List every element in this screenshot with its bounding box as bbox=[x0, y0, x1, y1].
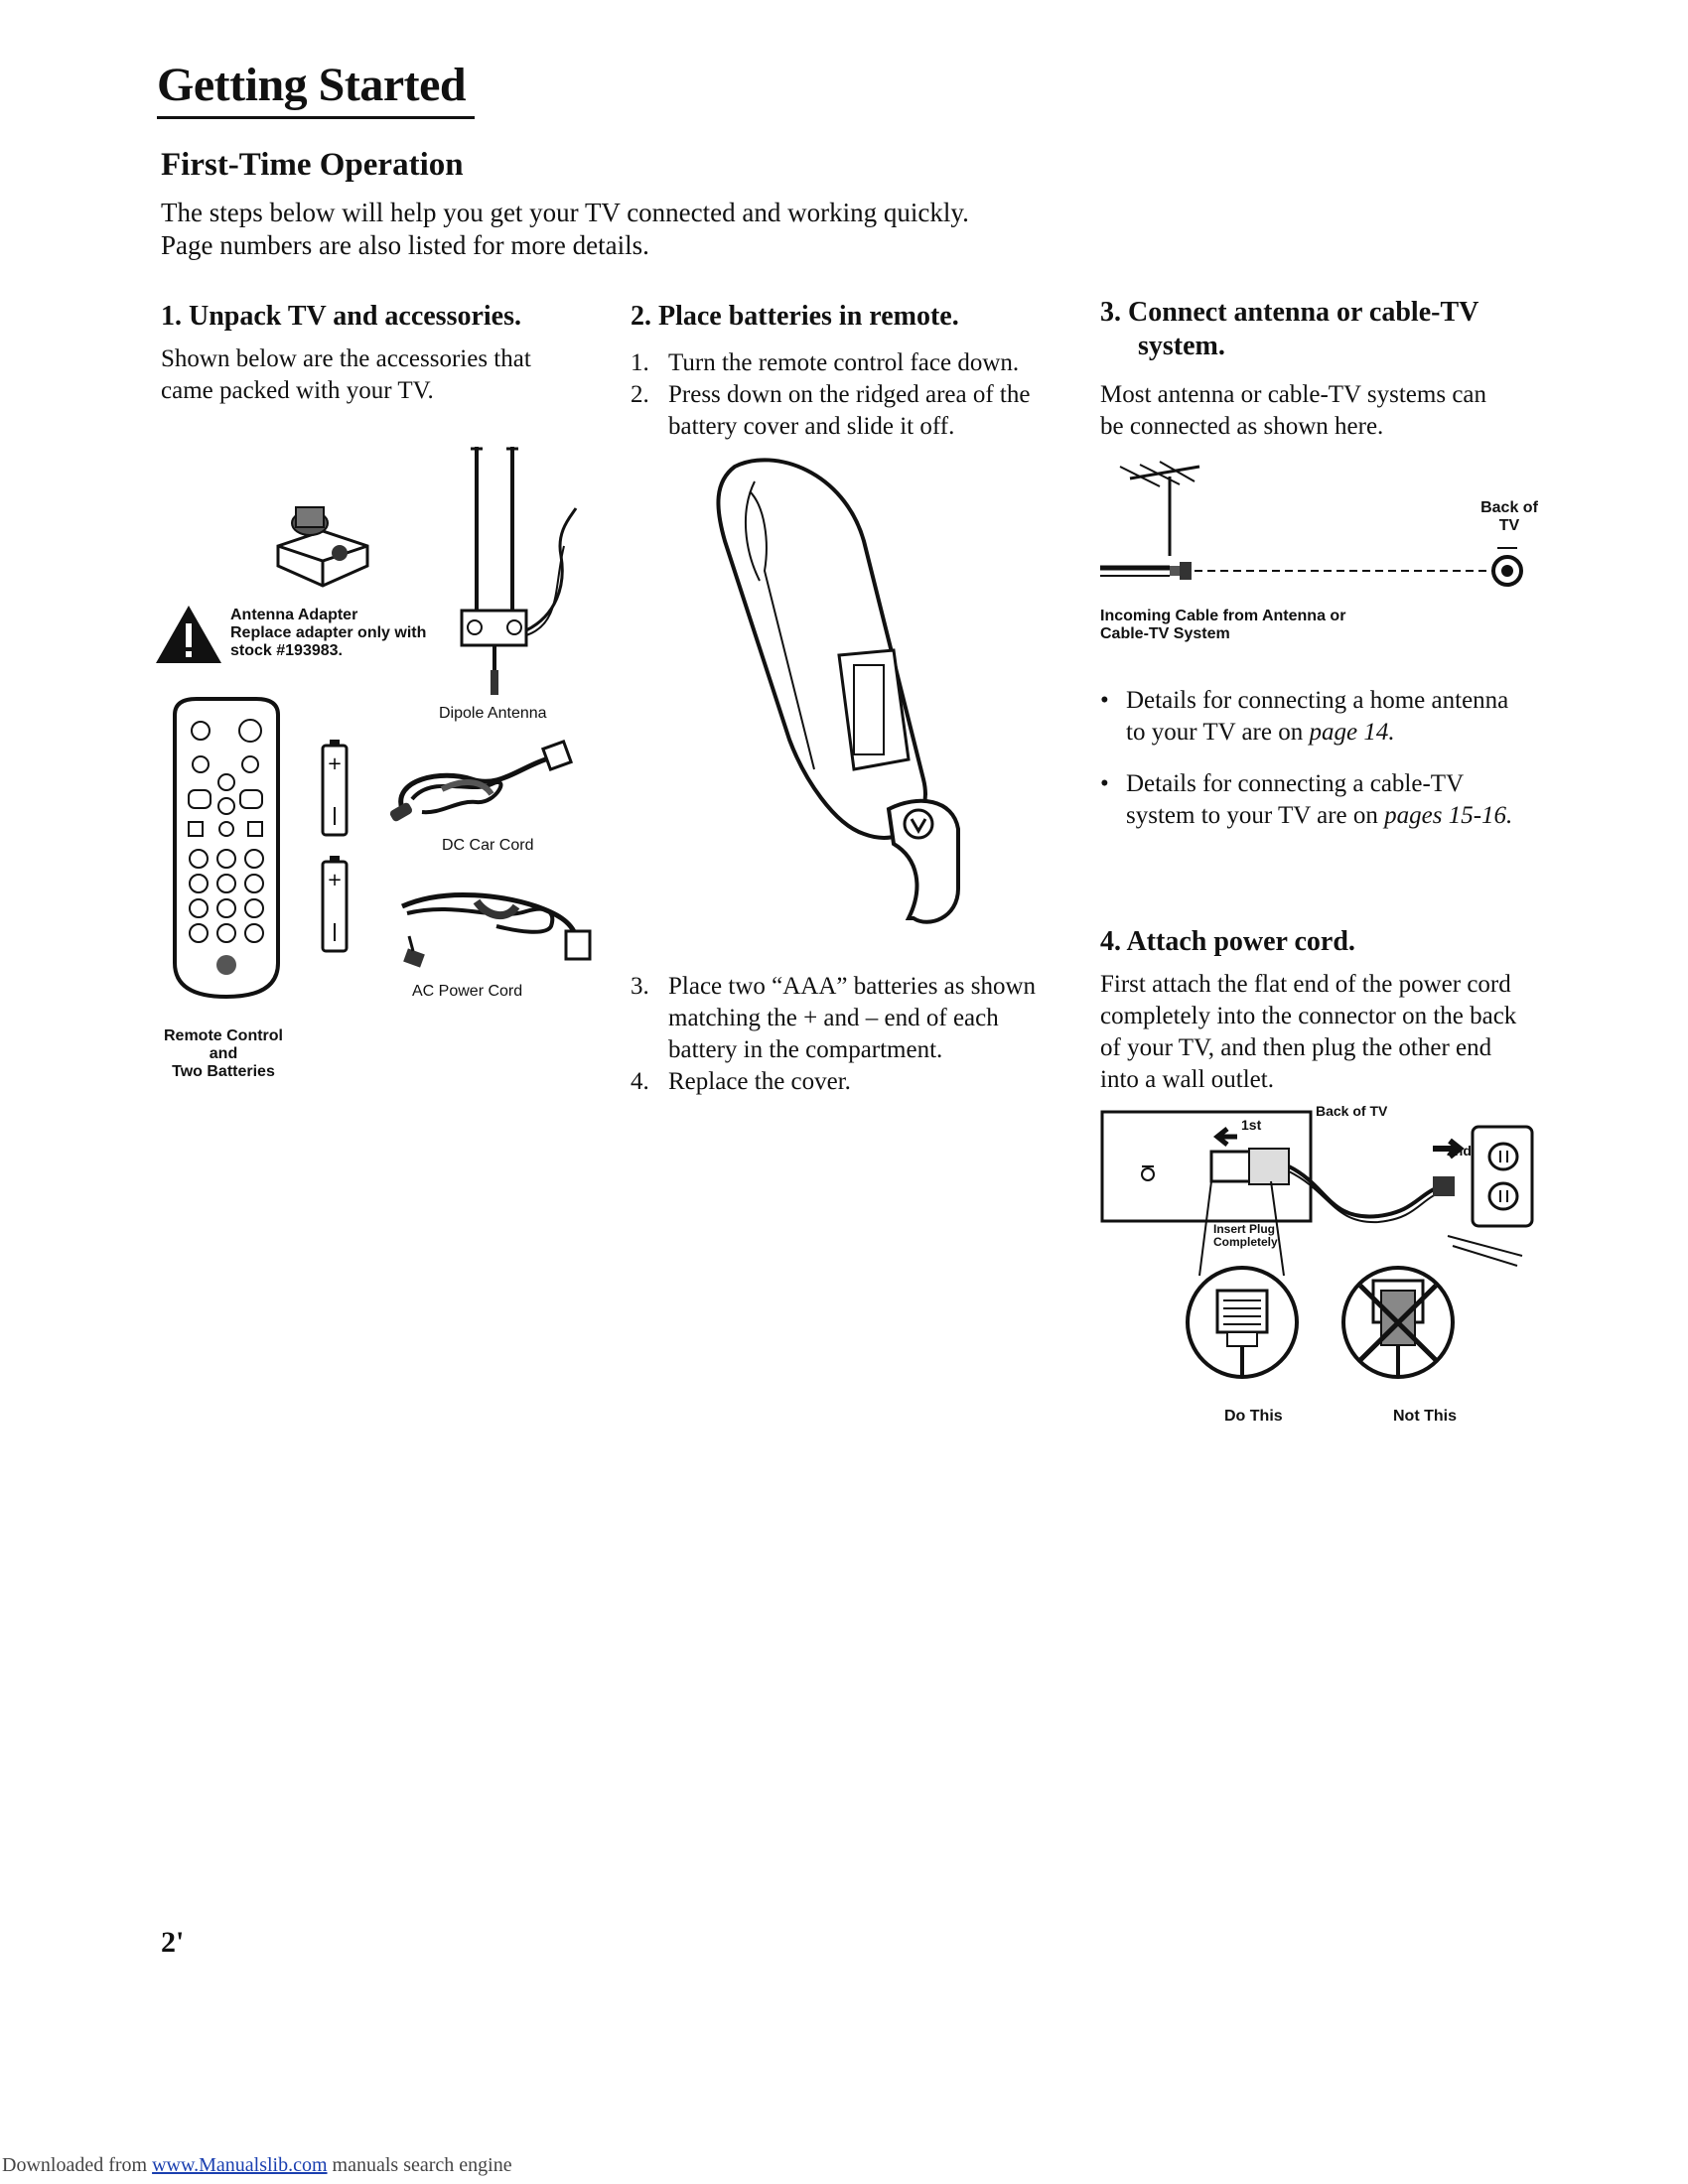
step2-item-3-line-1: Place two “AAA” batteries as shown bbox=[668, 973, 1037, 1000]
step3-bullet-1-line-1: Details for connecting a home antenna bbox=[1126, 687, 1509, 714]
step2-item-2-text bbox=[668, 379, 1030, 443]
step3-bullet-1-page-ref: page 14. bbox=[1309, 719, 1395, 746]
power-cord-diagram bbox=[1100, 1097, 1547, 1425]
dipole-antenna-label: Dipole Antenna bbox=[439, 705, 547, 722]
back-of-tv-label bbox=[1479, 499, 1539, 535]
step3-bullet-2-line-1: Details for connecting a cable-TV bbox=[1126, 770, 1465, 797]
step2-heading: 2. Place batteries in remote. bbox=[631, 301, 959, 332]
step2-item-2 bbox=[631, 379, 1067, 443]
step4-line-1: First attach the flat end of the power cord bbox=[1100, 971, 1511, 998]
not-this-label: Not This bbox=[1393, 1408, 1457, 1425]
incoming-cable-caption bbox=[1100, 608, 1345, 643]
step4-line-4: into a wall outlet. bbox=[1100, 1066, 1274, 1093]
step3-text-line-1: Most antenna or cable-TV systems can bbox=[1100, 381, 1487, 408]
step3-text-line-2: be connected as shown here. bbox=[1100, 413, 1384, 440]
step3-bullet-1 bbox=[1100, 685, 1567, 749]
ac-power-cord-label: AC Power Cord bbox=[412, 983, 523, 1000]
step1-text-line-2: came packed with your TV. bbox=[161, 377, 434, 404]
warning-line-3: stock #193983. bbox=[230, 642, 343, 659]
step2-item-3 bbox=[631, 971, 1067, 1066]
svg-text:+: + bbox=[327, 753, 343, 774]
antenna-adapter-illustration bbox=[268, 501, 377, 591]
step3-heading-line-1: 3. Connect antenna or cable-TV bbox=[1100, 297, 1479, 328]
step4-text bbox=[1100, 969, 1516, 1096]
step4-heading: 4. Attach power cord. bbox=[1100, 926, 1355, 957]
incoming-cable-line-2: Cable-TV System bbox=[1100, 625, 1230, 642]
incoming-cable-line-1: Incoming Cable from Antenna or bbox=[1100, 608, 1346, 624]
insert-plug-label bbox=[1213, 1223, 1278, 1249]
step3-bullet-2 bbox=[1100, 768, 1567, 832]
back-of-tv-power-label: Back of TV bbox=[1316, 1103, 1388, 1119]
battery-illustration-1 bbox=[320, 740, 350, 839]
step3-bullet-2-line-2: system to your TV are on bbox=[1126, 802, 1385, 829]
step2-item-4-text: Replace the cover. bbox=[668, 1068, 851, 1095]
antenna-connection-diagram bbox=[1100, 457, 1537, 606]
step3-bullet-1-line-2: to your TV are on bbox=[1126, 719, 1310, 746]
footer-suffix: manuals search engine bbox=[327, 2154, 512, 2176]
dipole-antenna-illustration bbox=[437, 447, 586, 705]
step2-item-3-line-2: matching the + and – end of each bbox=[668, 1005, 999, 1031]
footer-prefix: Downloaded from bbox=[2, 2154, 153, 2176]
warning-line-2: Replace adapter only with bbox=[230, 624, 427, 641]
step2-item-2-line-2: battery cover and slide it off. bbox=[668, 413, 955, 440]
step3-heading-line-2: system. bbox=[1138, 331, 1225, 361]
step2-list-bottom bbox=[631, 971, 1067, 1098]
step4-line-2: completely into the connector on the back bbox=[1100, 1003, 1517, 1029]
step2-item-2-line-1: Press down on the ridged area of the bbox=[668, 381, 1031, 408]
insert-plug-line-2: Completely bbox=[1213, 1235, 1278, 1249]
back-of-tv-line-2: TV bbox=[1498, 517, 1520, 534]
warning-line-1: Antenna Adapter bbox=[230, 607, 358, 623]
remote-control-illustration bbox=[167, 695, 286, 1003]
step2-item-1-num: 1. bbox=[631, 349, 649, 376]
dc-car-cord-illustration bbox=[382, 735, 581, 834]
step2-item-1-text: Turn the remote control face down. bbox=[668, 349, 1020, 376]
step2-item-3-text bbox=[668, 971, 1036, 1066]
remote-label-line-2: Two Batteries bbox=[172, 1063, 275, 1080]
step2-item-1 bbox=[631, 347, 1067, 379]
dc-car-cord-label: DC Car Cord bbox=[442, 837, 534, 854]
step2-item-3-line-3: battery in the compartment. bbox=[668, 1036, 943, 1063]
step1-heading: 1. Unpack TV and accessories. bbox=[161, 301, 522, 332]
step2-list-top bbox=[631, 347, 1067, 443]
remote-label-line-1: Remote Control and bbox=[164, 1027, 283, 1062]
page-title: Getting Started bbox=[157, 59, 467, 111]
insert-plug-line-1: Insert Plug bbox=[1213, 1222, 1276, 1236]
remote-label bbox=[154, 1027, 293, 1081]
intro-line-1: The steps below will help you get your TV connected and working quickly. bbox=[161, 198, 969, 227]
intro-text bbox=[161, 197, 969, 262]
battery-illustration-2 bbox=[320, 856, 350, 955]
step3-heading bbox=[1100, 296, 1478, 363]
manualslib-link[interactable]: www.Manualslib.com bbox=[152, 2154, 328, 2176]
step1-text bbox=[161, 343, 531, 407]
step4-line-3: of your TV, and then plug the other end bbox=[1100, 1034, 1492, 1061]
page-number: 2' bbox=[161, 1926, 185, 1959]
step3-text bbox=[1100, 379, 1486, 443]
warning-icon bbox=[154, 604, 223, 665]
bullet-icon: • bbox=[1100, 770, 1109, 797]
footer bbox=[2, 2154, 512, 2177]
do-this-label: Do This bbox=[1224, 1408, 1283, 1425]
section-subtitle: First-Time Operation bbox=[161, 147, 464, 183]
svg-text:+: + bbox=[327, 870, 343, 890]
back-of-tv-line-1: Back of bbox=[1480, 499, 1538, 516]
second-step-label: 2nd bbox=[1447, 1143, 1472, 1159]
step2-item-3-num: 3. bbox=[631, 973, 649, 1000]
antenna-adapter-caption bbox=[230, 607, 426, 660]
intro-line-2: Page numbers are also listed for more details. bbox=[161, 230, 649, 260]
step2-item-4 bbox=[631, 1066, 1067, 1098]
ac-power-cord-illustration bbox=[387, 882, 601, 981]
bullet-icon: • bbox=[1100, 687, 1109, 714]
step1-text-line-1: Shown below are the accessories that bbox=[161, 345, 531, 372]
step3-bullets bbox=[1100, 685, 1567, 852]
title-underline bbox=[157, 116, 475, 119]
step3-bullet-2-page-ref: pages 15-16. bbox=[1384, 802, 1513, 829]
step2-item-4-num: 4. bbox=[631, 1068, 649, 1095]
first-step-label: 1st bbox=[1241, 1117, 1262, 1133]
battery-cover-removal-illustration bbox=[695, 452, 1023, 948]
step2-item-2-num: 2. bbox=[631, 381, 649, 408]
